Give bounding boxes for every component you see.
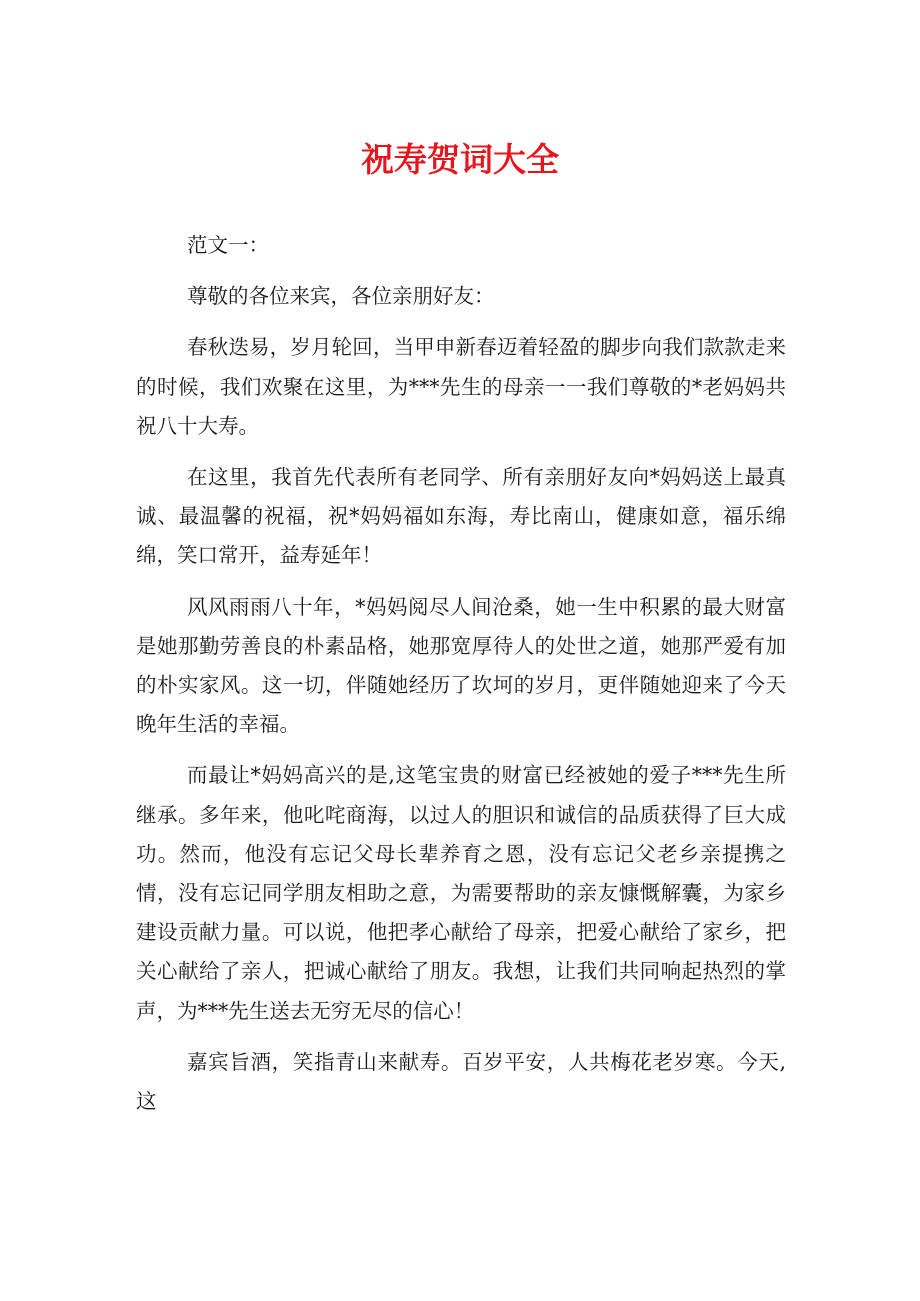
paragraph: 在这里，我首先代表所有老同学、所有亲朋好友向*妈妈送上最真诚、最温馨的祝福，祝*妈妈福如东海，寿比南山，健康如意，福乐绵绵，笑口常开，益寿延年！	[136, 465, 786, 568]
paragraph: 嘉宾旨酒，笑指青山来献寿。百岁平安，人共梅花老岁寒。今天,这	[136, 1049, 786, 1114]
paragraph-heading: 范文一：	[187, 233, 269, 257]
paragraph-salutation: 尊敬的各位来宾，各位亲朋好友：	[187, 284, 495, 309]
document-title: 祝寿贺词大全	[361, 140, 559, 179]
paragraph: 风风雨雨八十年，*妈妈阅尽人间沧桑，她一生中积累的最大财富是她那勤劳善良的朴素品格，她那宽厚待人的处世之道，她那严爱有加的朴实家风。这一切，伴随她经历了坎坷的岁月，更伴随她迎来了今天晚年生活的幸福。	[136, 594, 786, 737]
document-body	[136, 226, 786, 1133]
paragraph: 春秋迭易，岁月轮回，当甲申新春迈着轻盈的脚步向我们款款走来的时候，我们欢聚在这里，为***先生的母亲一一我们尊敬的*老妈妈共祝八十大寿。	[136, 335, 786, 438]
paragraph: 而最让*妈妈高兴的是,这笔宝贵的财富已经被她的爱子***先生所继承。多年来，他叱咤商海，以过人的胆识和诚信的品质获得了巨大成功。然而，他没有忘记父母长辈养育之恩，没有忘记父老乡亲提携之情，没有忘记同学朋友相助之意，为需要帮助的亲友慷慨解囊，为家乡建设贡献力量。可以说，他把孝心献给了母亲，把爱心献给了家乡，把关心献给了亲人，把诚心献给了朋友。我想，让我们共同响起热烈的掌声，为***先生送去无穷无尽的信心！	[136, 763, 786, 1023]
